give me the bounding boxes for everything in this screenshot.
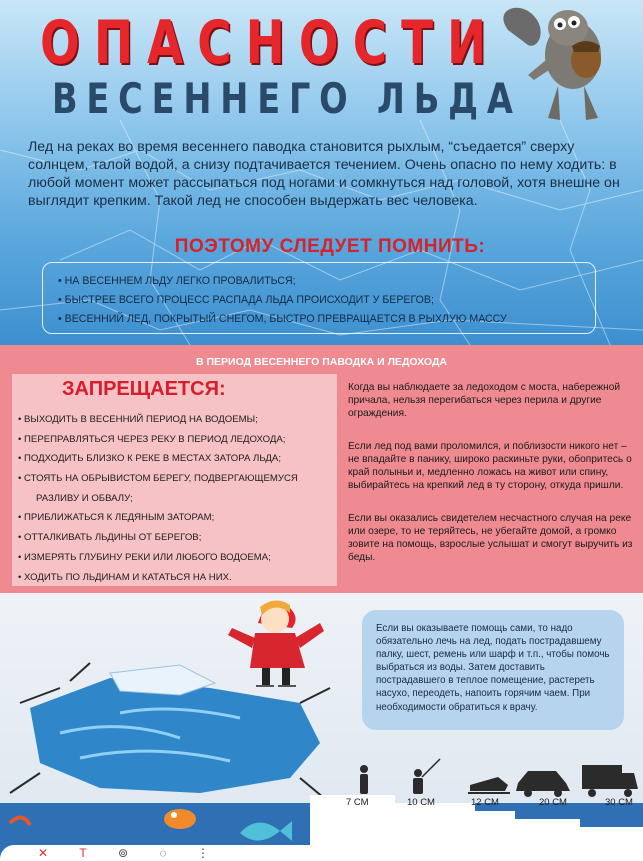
- thickness-label: 30 СМ: [605, 797, 633, 808]
- squirrel-with-acorn-illustration: [488, 0, 638, 128]
- remember-heading: ПОЭТОМУ СЛЕДУЕТ ПОМНИТЬ:: [174, 236, 486, 257]
- advice-paragraph: Когда вы наблюдаете за ледоходом с моста, набережной причала, нельзя перегибаться через перила и другие ограждения.: [348, 382, 621, 419]
- prohibited-item: • ПРИБЛИЖАТЬСЯ К ЛЕДЯНЫМ ЗАТОРАМ;: [18, 508, 298, 528]
- remember-item: • ВЕСЕННИЙ ЛЕД, ПОКРЫТЫЙ СНЕГОМ, БЫСТРО ПРЕВРАЩАЕТСЯ В РЫХЛУЮ МАССУ: [58, 310, 507, 329]
- prohibited-item: • ПЕРЕПРАВЛЯТЬСЯ ЧЕРЕЗ РЕКУ В ПЕРИОД ЛЕДОХОДА;: [18, 430, 298, 450]
- poster-subtitle: ВЕСЕННЕГО ЛЬДА: [52, 74, 522, 123]
- thickness-label: 20 СМ: [539, 797, 567, 808]
- lasso-icon[interactable]: ◌: [159, 846, 167, 860]
- prohibited-item: • СТОЯТЬ НА ОБРЫВИСТОМ БЕРЕГУ, ПОДВЕРГАЮЩЕМУСЯ: [18, 469, 298, 489]
- editor-toolbar: [0, 845, 643, 861]
- advice-paragraph: Если лед под вами проломился, и поблизости никого нет – не впадайте в панику, широко раскиньте руки, обопритесь о край полыньи и, медленно ложась на живот или спину, выбирайтесь на крепкий лед в ту сторону, откуда пришли.: [348, 441, 632, 491]
- thickness-silhouettes: [360, 759, 638, 797]
- prohibited-item: • ВЫХОДИТЬ В ВЕСЕННИЙ ПЕРИОД НА ВОДОЕМЫ;: [18, 410, 298, 430]
- text-tool-icon[interactable]: T: [79, 846, 87, 860]
- close-icon[interactable]: ✕: [37, 846, 49, 860]
- remember-item: • НА ВЕСЕННЕМ ЛЬДУ ЛЕГКО ПРОВАЛИТЬСЯ;: [58, 272, 507, 291]
- truck-icon: [582, 765, 638, 797]
- ice-fisher-icon: [413, 759, 440, 794]
- prohibited-item: • ИЗМЕРЯТЬ ГЛУБИНУ РЕКИ ИЛИ ЛЮБОГО ВОДОЕМА;: [18, 548, 298, 568]
- poster-title: ОПАСНОСТИ: [40, 8, 501, 78]
- period-banner: В ПЕРИОД ВЕСЕННЕГО ПАВОДКА И ЛЕДОХОДА: [195, 356, 448, 368]
- help-instructions: Если вы оказываете помощь сами, то надо обязательно лечь на лед, подать пострадавшему палку, шест, ремень или шарф и т.п., чтобы помочь выбраться из воды. Затем доставить пострадавшего в теплое помещение, растереть насухо, переодеть, напоить горячим чаем. При необходимости обратиться к врачу.: [376, 623, 610, 713]
- remember-list: [58, 272, 507, 329]
- car-icon: [516, 771, 570, 797]
- prohibited-item-continuation: РАЗЛИВУ И ОБВАЛУ;: [36, 492, 133, 504]
- intro-paragraph: Лед на реках во время весеннего паводка становится рыхлым, “съедается” сверху солнцем, талой водой, а снизу подтачивается течением. Очень опасно по нему ходить: в любой момент может рассыпаться под ногами и сомкнуться над головой, хотя внешне он выглядит крепким. Такой лед не способен выдержать вес человека.: [28, 139, 620, 209]
- stamp-icon[interactable]: ⊚: [117, 846, 129, 860]
- advice-column: [348, 381, 636, 584]
- prohibited-item: • ХОДИТЬ ПО ЛЬДИНАМ И КАТАТЬСЯ НА НИХ.: [18, 568, 298, 588]
- prohibited-item: • ОТТАЛКИВАТЬ ЛЬДИНЫ ОТ БЕРЕГОВ;: [18, 528, 298, 548]
- thickness-label: 7 СМ: [346, 797, 369, 808]
- snowmobile-icon: [468, 777, 510, 793]
- remember-item: • БЫСТРЕЕ ВСЕГО ПРОЦЕСС РАСПАДА ЛЬДА ПРОИСХОДИТ У БЕРЕГОВ;: [58, 291, 507, 310]
- more-icon[interactable]: ⋮: [197, 846, 209, 860]
- thickness-label: 10 СМ: [407, 797, 435, 808]
- advice-paragraph: Если вы оказались свидетелем несчастного случая на реке или озере, то не теряйтесь, не убегайте домой, а громко зовите на помощь, взрослые услышат и смогут выручить из беды.: [348, 513, 633, 563]
- prohibited-list: [18, 410, 298, 587]
- thickness-label: 12 СМ: [471, 797, 499, 808]
- prohibited-heading: ЗАПРЕЩАЕТСЯ:: [62, 378, 226, 400]
- prohibited-item: • ПОДХОДИТЬ БЛИЗКО К РЕКЕ В МЕСТАХ ЗАТОРА ЛЬДА;: [18, 449, 298, 469]
- girl-skating-illustration: [228, 600, 324, 686]
- person-icon: [360, 765, 368, 794]
